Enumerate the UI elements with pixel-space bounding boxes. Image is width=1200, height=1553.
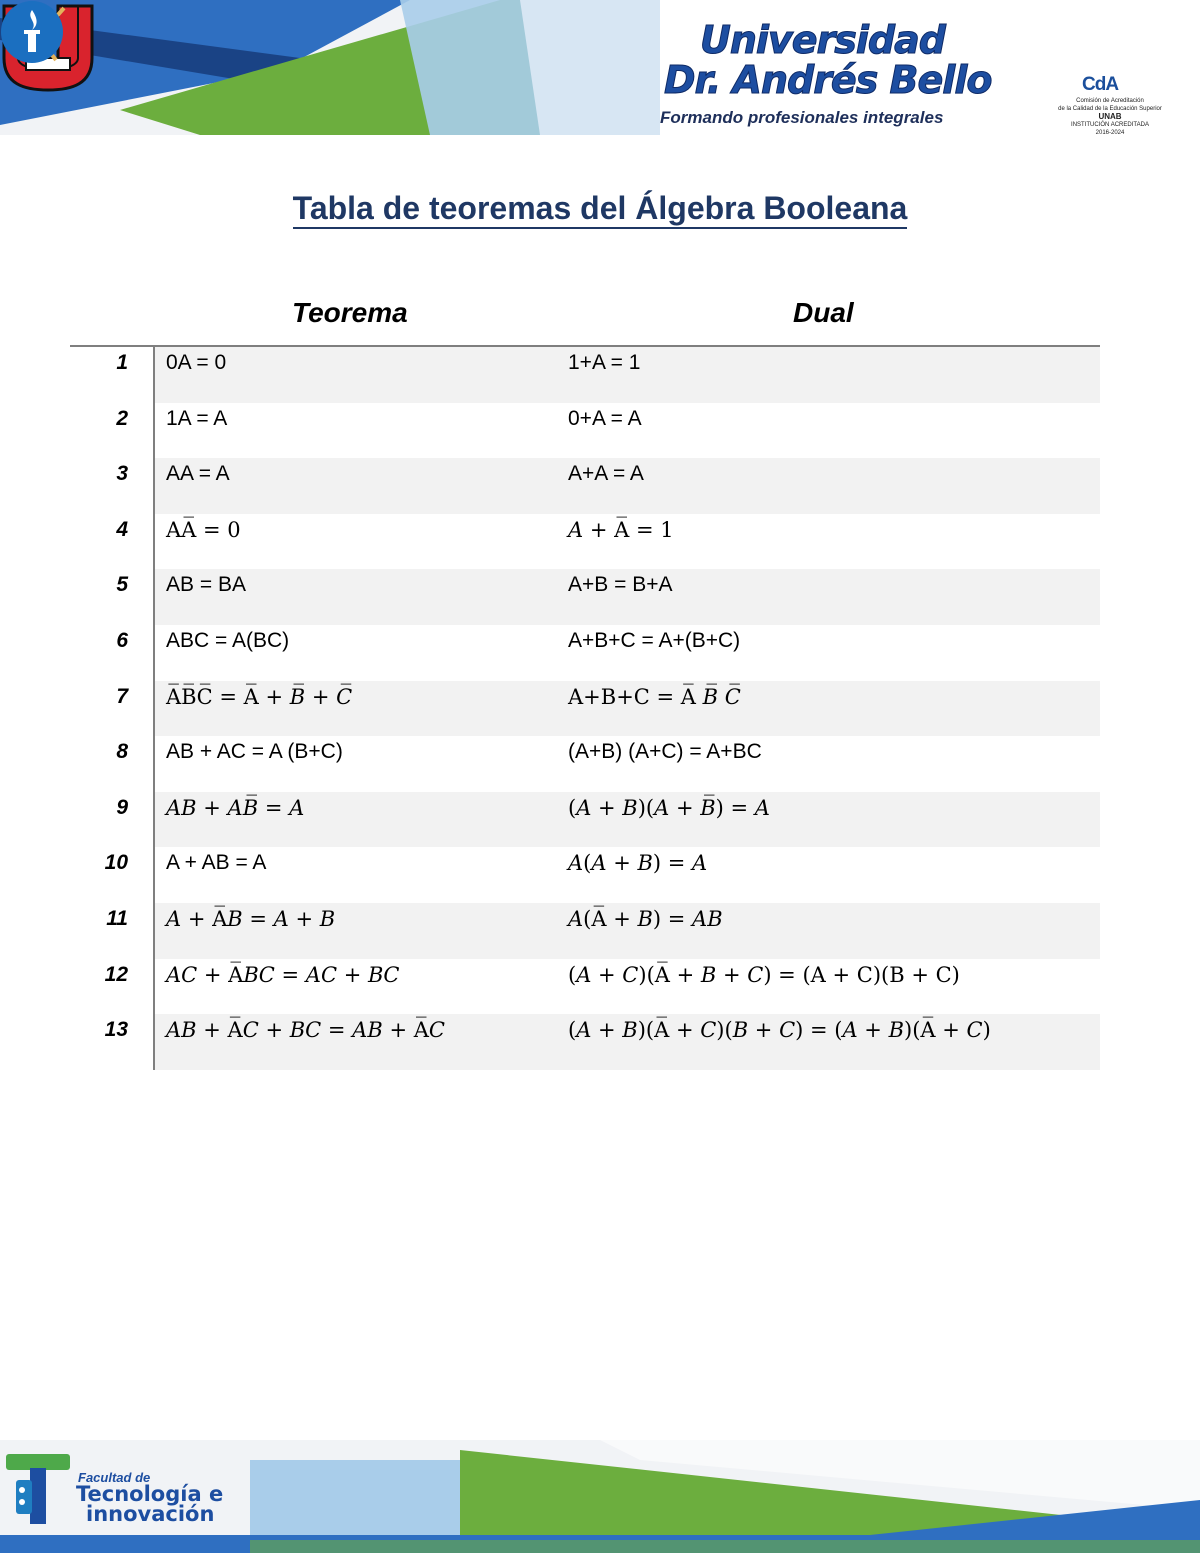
table-row xyxy=(70,514,1100,570)
theorem-cell: A + AB = A xyxy=(166,851,267,875)
page-title: Tabla de teoremas del Álgebra Booleana xyxy=(0,190,1200,227)
accreditation-caption: Comisión de Acreditación de la Calidad de la Educación Superior UNAB INSTITUCIÓN ACREDITADA 2016-2024 xyxy=(1058,98,1162,136)
row-number: 10 xyxy=(104,851,128,875)
row-number: 8 xyxy=(116,740,128,764)
dual-cell: A+B = B+A xyxy=(568,573,673,597)
theorem-cell: A̅B̅C̅ = A̅ + 𝐵̅ + 𝐶̅ xyxy=(166,684,353,709)
dual-cell: 𝐴(A̅ + 𝐵) = 𝐴𝐵 xyxy=(568,906,723,931)
table-row xyxy=(70,569,1100,625)
table-row xyxy=(70,847,1100,903)
university-name-line1: Universidad xyxy=(700,18,945,62)
dual-cell: 1+A = 1 xyxy=(568,351,641,374)
faculty-name-line1: Tecnología e xyxy=(76,1482,224,1506)
theorem-cell: 𝐴𝐶 + A̅𝐵𝐶 = 𝐴𝐶 + 𝐵𝐶 xyxy=(166,962,400,987)
table-row xyxy=(70,736,1100,792)
table-row xyxy=(70,903,1100,959)
row-number: 3 xyxy=(116,462,128,486)
theorem-cell: 1A = A xyxy=(166,406,228,430)
theorem-cell: 𝐴𝐵 + A̅𝐶 + 𝐵𝐶 = 𝐴𝐵 + A̅𝐶 xyxy=(166,1018,445,1043)
table-vertical-rule xyxy=(153,347,155,1070)
university-name-line2: Dr. Andrés Bello xyxy=(664,58,992,102)
theorem-cell: AB = BA xyxy=(166,573,246,597)
faculty-logo-icon xyxy=(2,1450,74,1530)
column-header-dual: Dual xyxy=(793,297,854,328)
theorem-cell: AA̅ = 0 xyxy=(166,517,241,542)
table-row xyxy=(70,403,1100,459)
row-number: 1 xyxy=(116,351,128,374)
table-row xyxy=(70,347,1100,403)
header-decoration xyxy=(0,0,1200,150)
row-number: 11 xyxy=(106,906,128,930)
dual-cell: (𝐴 + 𝐵)(A̅ + 𝐶)(𝐵 + 𝐶) = (𝐴 + 𝐵)(A̅ + 𝐶) xyxy=(568,1018,991,1043)
table-row xyxy=(70,1014,1100,1070)
row-number: 13 xyxy=(104,1018,128,1042)
column-header-theorem: Teorema xyxy=(292,297,408,328)
header-banner xyxy=(0,0,1200,150)
row-number: 6 xyxy=(116,628,128,652)
dual-cell: (𝐴 + 𝐵)(𝐴 + 𝐵̅) = 𝐴 xyxy=(568,795,770,820)
dual-cell: (A+B) (A+C) = A+BC xyxy=(568,740,762,764)
faculty-name-line2: innovación xyxy=(86,1502,215,1526)
dual-cell: A+A = A xyxy=(568,462,644,486)
row-number: 5 xyxy=(116,573,128,597)
table-row xyxy=(70,458,1100,514)
theorem-cell: AA = A xyxy=(166,462,230,486)
accreditation-logo-text: CdA xyxy=(1082,74,1119,95)
table-row xyxy=(70,792,1100,848)
dual-cell: 𝐴(𝐴 + 𝐵) = 𝐴 xyxy=(568,851,708,876)
dual-cell: A+B+C = A̅ 𝐵̅ 𝐶̅ xyxy=(568,684,741,709)
row-number: 9 xyxy=(116,795,128,819)
university-slogan: Formando profesionales integrales xyxy=(660,108,944,127)
accreditation-torch-icon xyxy=(0,0,64,64)
table-row xyxy=(70,625,1100,681)
row-number: 4 xyxy=(116,517,128,541)
theorem-cell: 𝐴 + A̅𝐵 = 𝐴 + 𝐵 xyxy=(166,906,336,931)
dual-cell: 0+A = A xyxy=(568,406,642,430)
row-number: 12 xyxy=(104,962,128,986)
table-row xyxy=(70,959,1100,1015)
theorem-cell: ABC = A(BC) xyxy=(166,628,290,652)
theorem-table xyxy=(70,347,1100,1070)
theorem-cell: 0A = 0 xyxy=(166,351,227,374)
row-number: 7 xyxy=(116,684,128,708)
dual-cell: A+B+C = A+(B+C) xyxy=(568,628,741,652)
dual-cell: (𝐴 + 𝐶)(A̅ + 𝐵 + 𝐶) = (A + C)(B + C) xyxy=(568,962,960,987)
faculty-label: Facultad de xyxy=(78,1470,151,1485)
table-row xyxy=(70,681,1100,737)
dual-cell: 𝐴 + A̅ = 1 xyxy=(568,517,674,542)
theorem-cell: 𝐴𝐵 + 𝐴𝐵̅ = 𝐴 xyxy=(166,795,305,820)
row-number: 2 xyxy=(116,406,128,430)
theorem-cell: AB + AC = A (B+C) xyxy=(166,740,343,764)
